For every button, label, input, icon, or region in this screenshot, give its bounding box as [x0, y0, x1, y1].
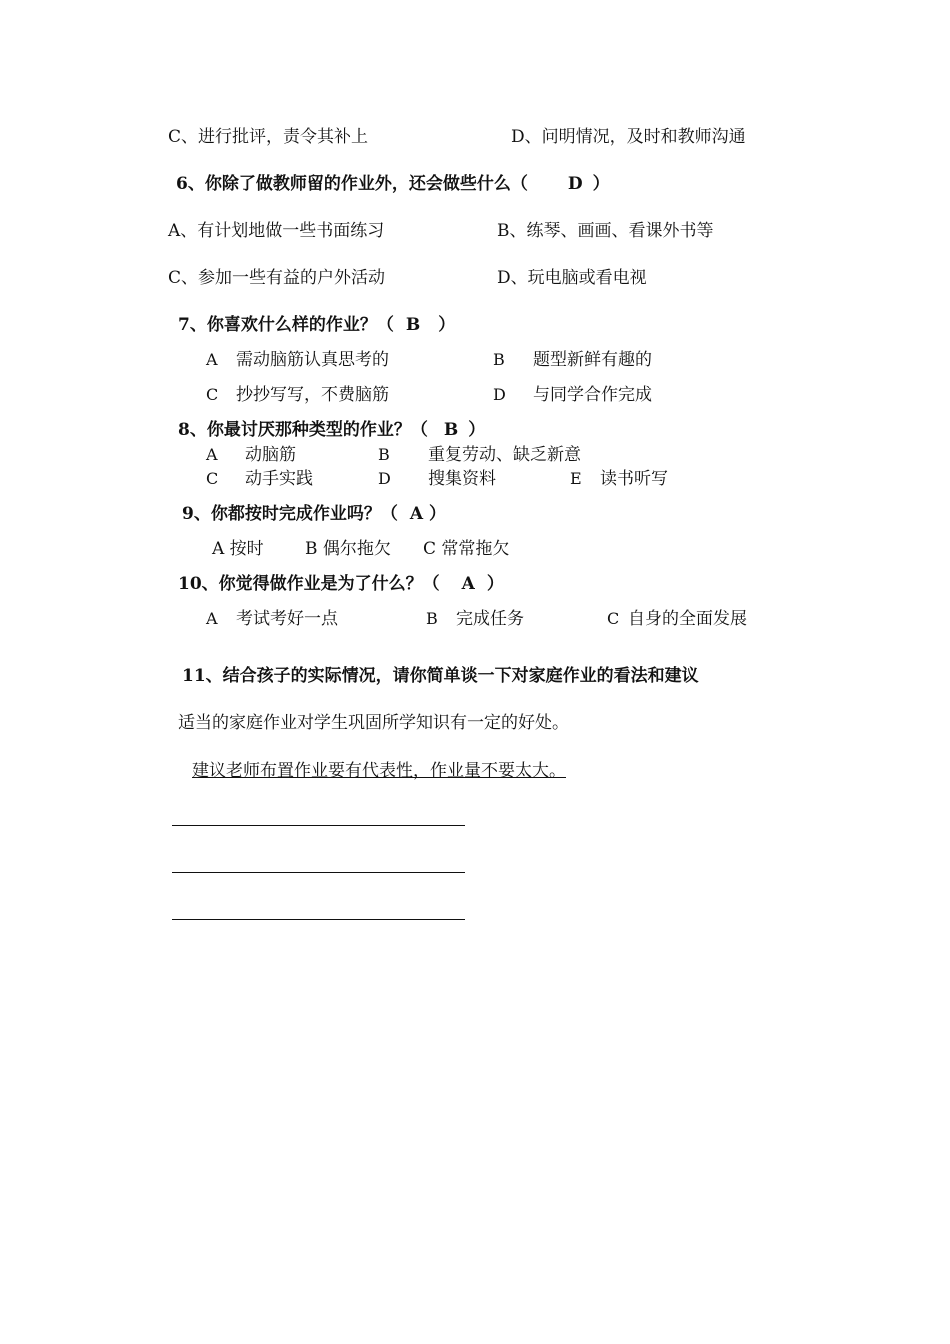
q6-close: ） — [592, 174, 610, 194]
blank-answer-line — [172, 825, 465, 826]
q5-option-d: D、问明情况，及时和教师沟通 — [511, 127, 746, 147]
q7-option-b-text: 题型新鲜有趣的 — [533, 350, 652, 370]
q10-question — [178, 573, 504, 595]
q8-option-b-letter: B — [378, 445, 390, 464]
q10-option-a-letter: A — [206, 609, 218, 628]
q10-option-a-text: 考试考好一点 — [236, 609, 338, 629]
q8-option-d-text: 搜集资料 — [428, 469, 496, 489]
q9-option-b: B 偶尔拖欠 — [305, 539, 391, 559]
q7-question — [178, 314, 455, 336]
q7-option-a-letter: A — [206, 350, 218, 369]
q6-question — [176, 173, 610, 195]
q10-option-c-letter: C — [607, 609, 620, 628]
q8-option-c-letter: C — [206, 469, 219, 488]
q9-question-text: 9、你都按时完成作业吗？（ — [182, 504, 398, 524]
q8-close: ） — [468, 420, 486, 440]
q5-option-c: C、进行批评，责令其补上 — [168, 127, 369, 147]
q11-question: 11、结合孩子的实际情况，请你简单谈一下对家庭作业的看法和建议 — [182, 666, 699, 686]
q8-option-b-text: 重复劳动、缺乏新意 — [428, 445, 581, 465]
q7-option-c-letter: C — [206, 385, 219, 404]
q8-option-a-letter: A — [206, 445, 218, 464]
q8-answer: B — [443, 420, 459, 440]
q8-option-d-letter: D — [378, 469, 391, 488]
q8-question-text: 8、你最讨厌那种类型的作业？（ — [178, 420, 428, 440]
q9-option-c: C 常常拖欠 — [423, 539, 510, 559]
q8-option-e-text: 读书听写 — [600, 469, 668, 489]
q6-answer: D — [567, 174, 583, 194]
q8-option-e-letter: E — [570, 469, 582, 488]
q7-option-d-letter: D — [493, 385, 506, 404]
q10-option-b-letter: B — [426, 609, 438, 628]
q10-answer: A — [461, 574, 475, 594]
q8-option-a-text: 动脑筋 — [245, 445, 296, 465]
q7-option-b-letter: B — [493, 350, 505, 369]
q6-question-text: 6、你除了做教师留的作业外，还会做些什么（ — [176, 174, 528, 194]
q6-option-d: D、玩电脑或看电视 — [497, 268, 647, 288]
q6-option-b: B、练琴、画画、看课外书等 — [497, 221, 714, 241]
q6-option-a: A、有计划地做一些书面练习 — [168, 221, 385, 241]
q10-close: ） — [486, 574, 504, 594]
blank-answer-line — [172, 919, 465, 920]
q10-question-text: 10、你觉得做作业是为了什么？（ — [178, 574, 440, 594]
q9-close: ） — [429, 504, 447, 524]
q7-answer: B — [405, 315, 421, 335]
q11-answer-line-1: 适当的家庭作业对学生巩固所学知识有一定的好处。 — [178, 713, 569, 733]
blank-answer-line — [172, 872, 465, 873]
q7-option-c-text: 抄抄写写，不费脑筋 — [236, 385, 389, 405]
q9-option-a: A 按时 — [212, 539, 264, 559]
q6-option-c: C、参加一些有益的户外活动 — [168, 268, 386, 288]
q7-question-text: 7、你喜欢什么样的作业？（ — [178, 315, 394, 335]
q11-answer-line-2: 建议老师布置作业要有代表性，作业量不要太大。 — [192, 761, 566, 781]
q9-answer: A — [409, 504, 424, 524]
q8-option-c-text: 动手实践 — [245, 469, 313, 489]
q7-close: ） — [438, 315, 456, 335]
q10-option-c-text: 自身的全面发展 — [628, 609, 747, 629]
q9-question — [182, 503, 446, 525]
q8-question — [178, 419, 485, 441]
q7-option-d-text: 与同学合作完成 — [533, 385, 652, 405]
q7-option-a-text: 需动脑筋认真思考的 — [236, 350, 389, 370]
q10-option-b-text: 完成任务 — [456, 609, 524, 629]
